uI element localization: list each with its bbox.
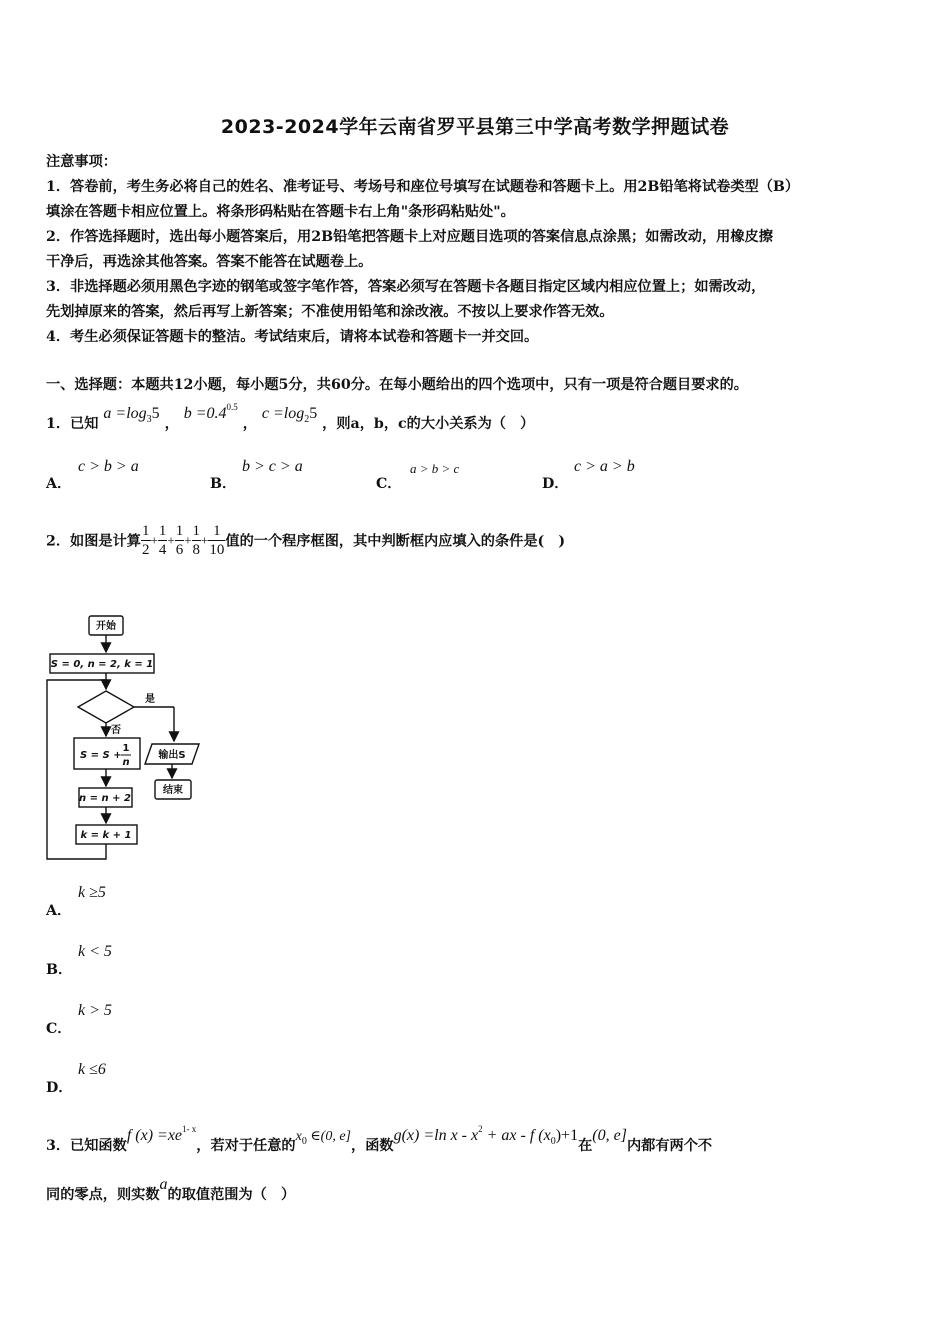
q2-option-c-label: C． — [46, 1021, 72, 1037]
q2-frac-den: 8 — [192, 542, 201, 558]
notes-heading: 注意事项： — [46, 154, 117, 170]
q2-frac — [208, 522, 225, 559]
q1-c-base: 2 — [304, 414, 310, 425]
flow-no-text: 否 — [111, 725, 121, 736]
q3-g-sub: 0 — [550, 1136, 556, 1147]
q2-tail: 值的一个程序框图，其中判断框内应填入的条件是( ) — [225, 533, 566, 550]
q3-x0-range: ∈(0, e] — [306, 1129, 351, 1144]
q1-c-expr: c =log — [261, 405, 305, 422]
q1-option-b-value: b > c > a — [242, 458, 303, 475]
notes-line: 4．考生必须保证答题卡的整洁。考试结束后，请将本试卷和答题卡一并交回。 — [46, 329, 539, 345]
q2-frac-den: 2 — [142, 542, 150, 558]
flow-output-text: 输出S — [158, 750, 186, 761]
notes-line: 2．作答选择题时，选出每小题答案后，用2B铅笔把答题卡上对应题目选项的答案信息点涂黑；如需改动，用橡皮擦 — [46, 229, 773, 245]
flow-frac-den: n — [122, 757, 130, 768]
flow-end-text: 结束 — [163, 785, 183, 796]
q2-option-a-value: k ≥5 — [78, 884, 106, 901]
notes-line: 先划掉原来的答案，然后再写上新答案；不准使用铅笔和涂改液。不按以上要求作答无效。 — [46, 304, 614, 320]
q1-option-c-label: C． — [376, 476, 402, 492]
q3-x0: x — [295, 1129, 302, 1144]
q2-option-b-label: B． — [46, 962, 73, 978]
q3-line2: 同的零点，则实数 — [46, 1187, 160, 1203]
question-1: 1．已知 $a =\log_35$ ， $b =0.4^{0.5}$ ， $c =\log_25$ ，则a，b，c的大小关系为（ ） — [46, 402, 535, 432]
q2-frac-den: 4 — [158, 542, 167, 558]
q2-frac-den: 6 — [175, 542, 184, 558]
q2-frac — [158, 522, 168, 559]
q2-frac — [141, 522, 151, 559]
q2-frac-den: 10 — [209, 542, 225, 558]
notes-line: 3．非选择题必须用黑色字迹的钢笔或签字笔作答，答案必须写在答题卡各题目指定区域内相应位置上；如需改动， — [46, 279, 766, 295]
notes-line: 1．答卷前，考生务必将自己的姓名、准考证号、考场号和座位号填写在试题卷和答题卡上。用2B铅笔将试卷类型（B） — [46, 179, 800, 195]
q2-option-d-label: D． — [46, 1080, 73, 1096]
q1-a-base: 3 — [146, 414, 152, 425]
flow-decision-diamond — [78, 691, 134, 723]
notes-block — [46, 150, 908, 350]
q2-option-c-value: k > 5 — [78, 1002, 112, 1019]
q3-f-expr: f (x) =xe — [126, 1127, 183, 1144]
q2-number: 2．如图是计算 — [46, 533, 141, 550]
q2-option-a-label: A． — [46, 903, 72, 919]
q2-plus: + — [150, 532, 158, 548]
question-3 — [46, 1124, 916, 1157]
q2-plus: + — [184, 532, 192, 548]
q1-b-exp: 0.5 — [226, 402, 238, 412]
q1-option-c-value: a > b > c — [410, 461, 460, 476]
q2-frac — [192, 522, 202, 559]
q1-option-d-label: D． — [542, 476, 569, 492]
q1-c-arg: 5 — [309, 405, 318, 422]
q3-number: 3．已知函数 — [46, 1138, 127, 1154]
q1-option-b-label: B． — [210, 476, 237, 492]
page-title: 2023-2024学年云南省罗平县第三中学高考数学押题试卷 — [220, 116, 730, 138]
q3-g-expr: g(x) =ln x - x — [393, 1127, 479, 1144]
notes-line: 干净后，再选涂其他答案。答案不能答在试题卷上。 — [46, 254, 373, 270]
q1-a-expr: a =log — [103, 405, 147, 422]
question-3-line-2 — [46, 1176, 296, 1204]
q3-g-rest: + ax - f (x — [482, 1127, 551, 1144]
notes-line: 填涂在答题卡相应位置上。将条形码粘贴在答题卡右上角"条形码粘贴处"。 — [46, 204, 515, 220]
q3-x0-sub: 0 — [301, 1136, 307, 1147]
flow-init-text: S = 0, n = 2, k = 1 — [50, 659, 154, 670]
q2-frac-num: 1 — [208, 522, 225, 541]
q2-option-d-value: k ≤6 — [78, 1061, 106, 1078]
q3-g-end: )+1 — [555, 1127, 579, 1144]
q2-plus: + — [167, 532, 175, 548]
question-2 — [46, 522, 565, 559]
q1-b-expr: b =0.4 — [183, 405, 227, 422]
q2-frac-num: 1 — [158, 523, 167, 539]
q2-frac-num: 1 — [142, 523, 150, 539]
q2-option-b-value: k < 5 — [78, 943, 112, 960]
q3-tail: 内都有两个不 — [626, 1138, 713, 1154]
q1-option-a-label: A． — [46, 476, 72, 492]
section-heading: 一、选择题：本题共12小题，每小题5分，共60分。在每小题给出的四个选项中，只有一项是符合题目要求的。 — [46, 377, 748, 393]
q3-line2-tail: 的取值范围为（ ） — [167, 1187, 296, 1203]
q2-frac-num: 1 — [175, 523, 184, 539]
q2-frac-num: 1 — [192, 523, 201, 539]
q3-interval: (0, e] — [592, 1127, 627, 1144]
flow-update-s-text: S = S + — [80, 750, 122, 761]
q3-g-exp: 2 — [478, 1124, 483, 1134]
q1-option-a-value: c > b > a — [78, 458, 139, 475]
q3-var-a: a — [159, 1176, 168, 1193]
q2-frac — [175, 522, 185, 559]
flowchart-diagram — [44, 608, 214, 868]
q3-mid1: ，若对于任意的 — [196, 1138, 296, 1154]
q3-f-exp: 1- x — [182, 1124, 197, 1134]
q1-tail: ，则a，b，c的大小关系为（ ） — [322, 416, 535, 432]
q1-number: 1．已知 — [46, 416, 99, 432]
flow-update-k-text: k = k + 1 — [80, 830, 132, 841]
q1-a-arg: 5 — [151, 405, 160, 422]
q3-mid2: ，函数 — [351, 1138, 394, 1154]
flow-start-text: 开始 — [96, 621, 116, 632]
q1-option-d-value: c > a > b — [574, 458, 635, 475]
flow-yes-text: 是 — [145, 694, 155, 705]
q2-plus: + — [201, 532, 209, 548]
q3-mid3: 在 — [578, 1138, 593, 1154]
flow-update-n-text: n = n + 2 — [79, 793, 131, 804]
flow-frac-num: 1 — [122, 743, 130, 754]
